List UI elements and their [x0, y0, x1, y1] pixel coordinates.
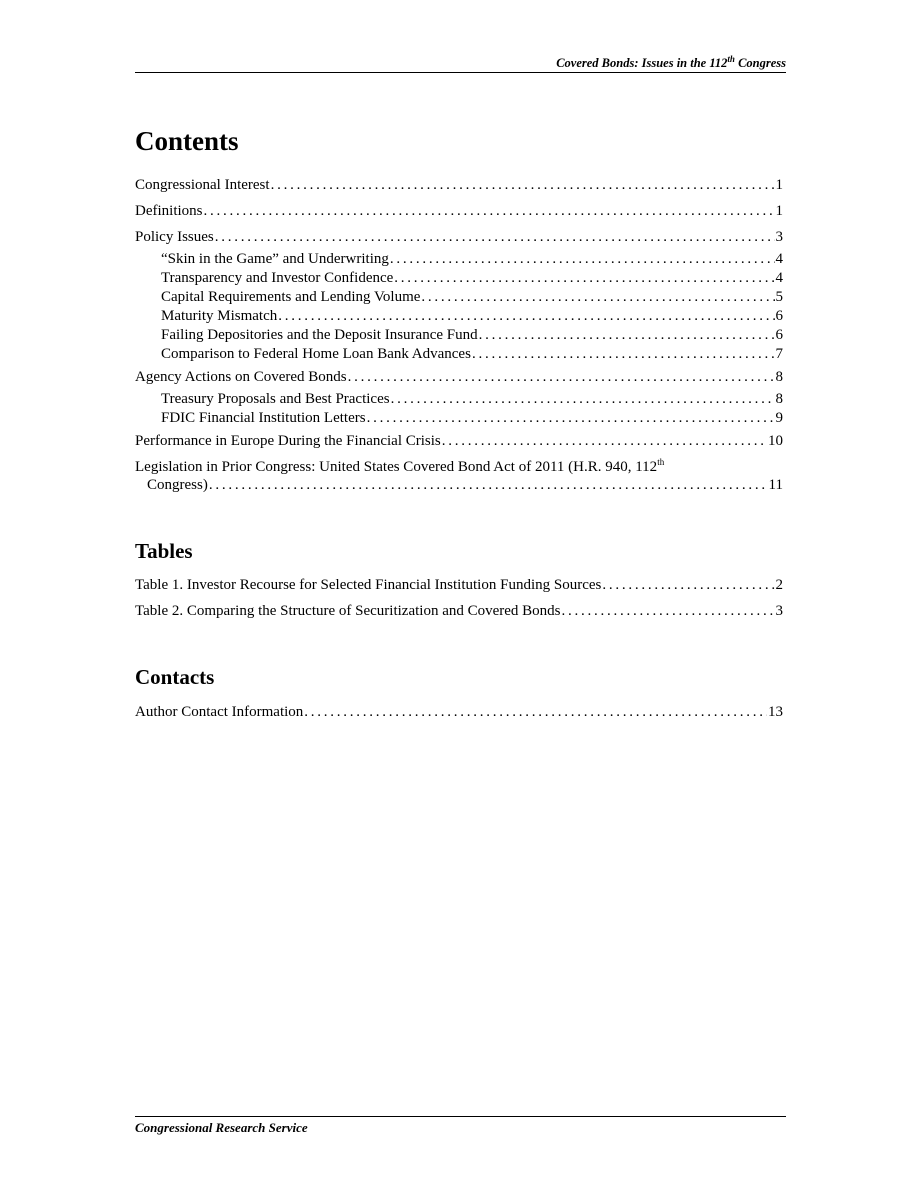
running-header-suffix: Congress — [734, 56, 786, 70]
page-number: 7 — [775, 346, 783, 362]
toc-entry-fhlb-comparison[interactable]: Comparison to Federal Home Loan Bank Advances . . . 7 — [161, 345, 783, 363]
toc-entry-fdic-letters[interactable]: FDIC Financial Institution Letters . . . 9 — [161, 409, 783, 427]
page-number: 4 — [775, 270, 783, 286]
page-number: 6 — [775, 308, 783, 324]
page-number: 8 — [775, 369, 783, 385]
toc-entry-transparency[interactable]: Transparency and Investor Confidence . . . 4 — [161, 269, 783, 287]
dot-leader — [204, 202, 775, 220]
dot-leader — [562, 602, 775, 620]
dot-leader — [271, 176, 775, 194]
page-number: 5 — [775, 289, 783, 305]
page-number: 13 — [768, 704, 783, 720]
contents-title: Contents — [135, 126, 239, 156]
dot-leader — [394, 269, 774, 287]
running-header-superscript: th — [727, 53, 735, 64]
toc-entry-failing-depositories[interactable]: Failing Depositories and the Deposit Insurance Fund . . . 6 — [161, 326, 783, 344]
dot-leader — [390, 250, 775, 268]
toc-entry-skin-in-the-game[interactable]: “Skin in the Game” and Underwriting . . . 4 — [161, 250, 783, 268]
contacts-title: Contacts — [135, 665, 215, 689]
toc-entry-table-1[interactable]: Table 1. Investor Recourse for Selected Financial Institution Funding Sources . . . 2 — [135, 576, 783, 594]
running-header-text: Covered Bonds: Issues in the 112 — [556, 56, 728, 70]
running-header — [135, 53, 786, 71]
page-number: 1 — [775, 203, 783, 219]
toc-entry-treasury-proposals[interactable]: Treasury Proposals and Best Practices . . . 8 — [161, 390, 783, 408]
page-number: 9 — [775, 410, 783, 426]
dot-leader — [602, 576, 774, 594]
footer-rule — [135, 1116, 786, 1117]
toc-entry-author-contact[interactable]: Author Contact Information . . . 13 — [135, 703, 783, 721]
toc-entry-legislation[interactable] — [135, 458, 783, 494]
dot-leader — [442, 432, 767, 450]
dot-leader — [209, 476, 768, 494]
dot-leader — [472, 345, 775, 363]
dot-leader — [391, 390, 775, 408]
page-number: 1 — [775, 177, 783, 193]
toc-entry-europe-performance[interactable]: Performance in Europe During the Financial Crisis . . . 10 — [135, 432, 783, 450]
dot-leader — [304, 703, 767, 721]
toc-entry-congressional-interest[interactable]: Congressional Interest . . . 1 — [135, 176, 783, 194]
dot-leader — [367, 409, 775, 427]
dot-leader — [348, 368, 775, 386]
toc-entry-maturity-mismatch[interactable]: Maturity Mismatch . . . 6 — [161, 307, 783, 325]
page-number: 6 — [775, 327, 783, 343]
page-number: 3 — [775, 603, 783, 619]
toc-entry-capital-requirements[interactable]: Capital Requirements and Lending Volume . . . 5 — [161, 288, 783, 306]
tables-title: Tables — [135, 539, 193, 563]
toc-entry-policy-issues[interactable]: Policy Issues . . . 3 — [135, 228, 783, 246]
page-number: 4 — [775, 251, 783, 267]
page-number: 10 — [768, 433, 783, 449]
dot-leader — [479, 326, 775, 344]
toc-entry-line-1: Legislation in Prior Congress: United States Covered Bond Act of 2011 (H.R. 940, 112th — [135, 457, 665, 475]
toc-entry-line-2: Congress) . . . 11 — [135, 476, 783, 494]
toc-entry-definitions[interactable]: Definitions . . . 1 — [135, 202, 783, 220]
running-footer: Congressional Research Service — [135, 1120, 308, 1135]
page-number: 11 — [768, 477, 783, 493]
page-number: 8 — [775, 391, 783, 407]
toc-entry-agency-actions[interactable]: Agency Actions on Covered Bonds . . . 8 — [135, 368, 783, 386]
dot-leader — [215, 228, 775, 246]
page-number: 2 — [775, 577, 783, 593]
dot-leader — [421, 288, 774, 306]
header-rule — [135, 72, 786, 73]
toc-entry-table-2[interactable]: Table 2. Comparing the Structure of Securitization and Covered Bonds . . . 3 — [135, 602, 783, 620]
page-number: 3 — [775, 229, 783, 245]
dot-leader — [278, 307, 774, 325]
